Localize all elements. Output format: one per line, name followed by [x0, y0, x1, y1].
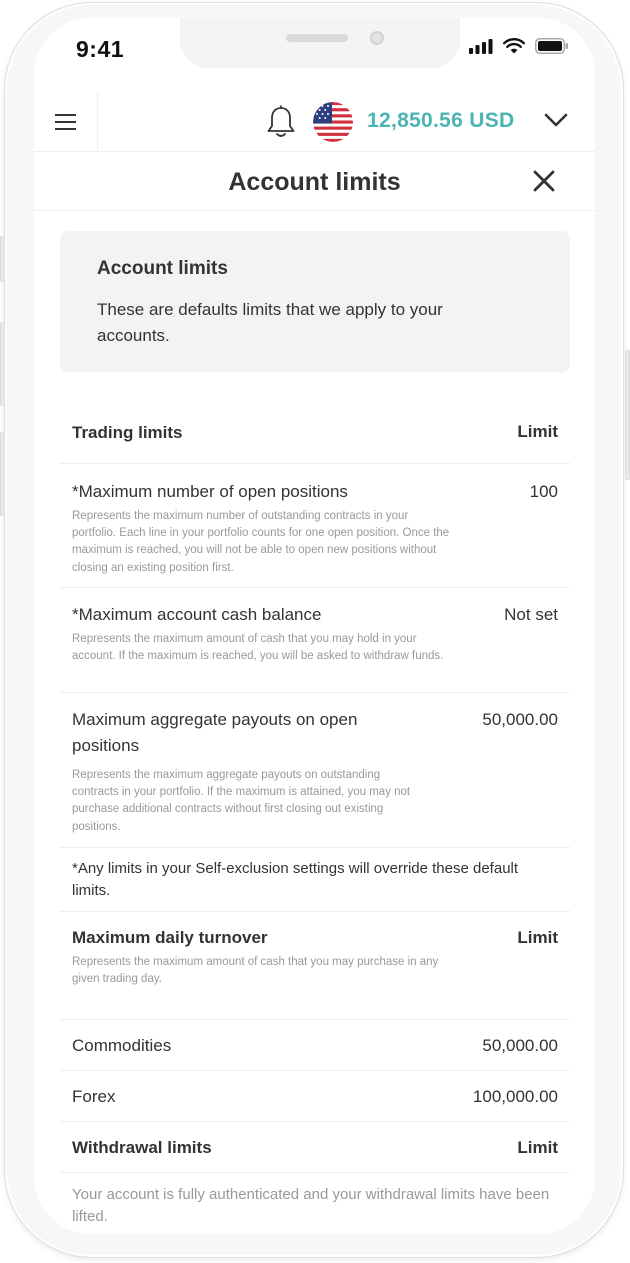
limit-description: Represents the maximum aggregate payouts on outstanding contracts in your portfolio. If the maximum is attained, you may not purchase additional contracts without first closing out existing positions.: [72, 769, 411, 833]
limits-table: [60, 403, 570, 1233]
phone-screen: [34, 18, 595, 1234]
volume-down-button: [0, 432, 5, 516]
table-row: [60, 693, 570, 848]
battery-icon: [535, 38, 569, 54]
modal-header: [34, 153, 595, 211]
market-name: Forex: [72, 1087, 116, 1106]
table-row: [60, 1020, 570, 1071]
chevron-down-icon[interactable]: [544, 112, 568, 128]
info-box: [60, 231, 570, 372]
market-limit-value: 50,000.00: [482, 1036, 558, 1055]
speaker: [286, 34, 348, 42]
wifi-icon: [503, 38, 525, 54]
info-box-text: These are defaults limits that we apply to your accounts.: [97, 300, 443, 345]
bell-icon[interactable]: [265, 105, 297, 139]
modal-title: Account limits: [228, 168, 401, 196]
trading-limits-limit-header: Limit: [517, 422, 558, 441]
power-button: [625, 350, 630, 480]
withdrawal-limits-header: Withdrawal limits: [72, 1138, 212, 1157]
self-exclusion-note-row: [60, 848, 570, 912]
cellular-signal-icon: [469, 38, 493, 54]
daily-turnover-description: Represents the maximum amount of cash that you may purchase in any given trading day.: [72, 956, 439, 986]
limit-name: Maximum aggregate payouts on open positions: [72, 710, 358, 755]
market-name: Commodities: [72, 1036, 172, 1055]
menu-button[interactable]: [34, 92, 98, 152]
status-icons: [469, 38, 569, 54]
self-exclusion-note: *Any limits in your Self-exclusion settings will override these default limits.: [72, 860, 519, 899]
front-camera: [370, 31, 384, 45]
notch: [180, 18, 460, 68]
limit-value: 100: [529, 482, 558, 501]
limit-description: Represents the maximum number of outstanding contracts in your portfolio. Each line in your portfolio counts for one open position. Once the maximum is reached, you will not be able to open new positions without closing an existing position first.: [72, 510, 450, 574]
limit-name: *Maximum number of open positions: [72, 482, 348, 501]
account-balance[interactable]: 12,850.56 USD: [367, 109, 515, 132]
withdrawal-limits-limit-header: Limit: [517, 1138, 558, 1157]
us-flag-icon[interactable]: [313, 102, 353, 142]
status-time: 9:41: [76, 36, 125, 62]
close-button[interactable]: [531, 168, 557, 194]
table-row: [60, 1071, 570, 1122]
hamburger-menu-icon: [55, 113, 77, 131]
info-box-title: Account limits: [97, 258, 228, 279]
withdrawal-limits-text-row: [60, 1173, 570, 1233]
daily-turnover-limit-header: Limit: [517, 928, 558, 947]
table-row: [60, 588, 570, 693]
market-limit-value: 100,000.00: [472, 1087, 558, 1106]
trading-limits-header-row: [60, 403, 570, 464]
table-row: [60, 464, 570, 588]
app-header: [34, 92, 595, 152]
volume-up-button: [0, 322, 5, 406]
mute-switch: [0, 236, 5, 282]
trading-limits-header: Trading limits: [72, 423, 183, 442]
limit-value: Not set: [504, 605, 558, 624]
withdrawal-limits-header-row: [60, 1122, 570, 1173]
daily-turnover-header-row: [60, 912, 570, 1020]
withdrawal-limits-text: Your account is fully authenticated and your withdrawal limits have been lifted.: [72, 1186, 550, 1225]
limit-value: 50,000.00: [482, 710, 558, 729]
limit-description: Represents the maximum amount of cash that you may hold in your account. If the maximum is reached, you will be asked to withdraw funds.: [72, 633, 444, 663]
daily-turnover-header: Maximum daily turnover: [72, 928, 268, 947]
close-icon: [533, 170, 555, 192]
limit-name: *Maximum account cash balance: [72, 605, 322, 624]
